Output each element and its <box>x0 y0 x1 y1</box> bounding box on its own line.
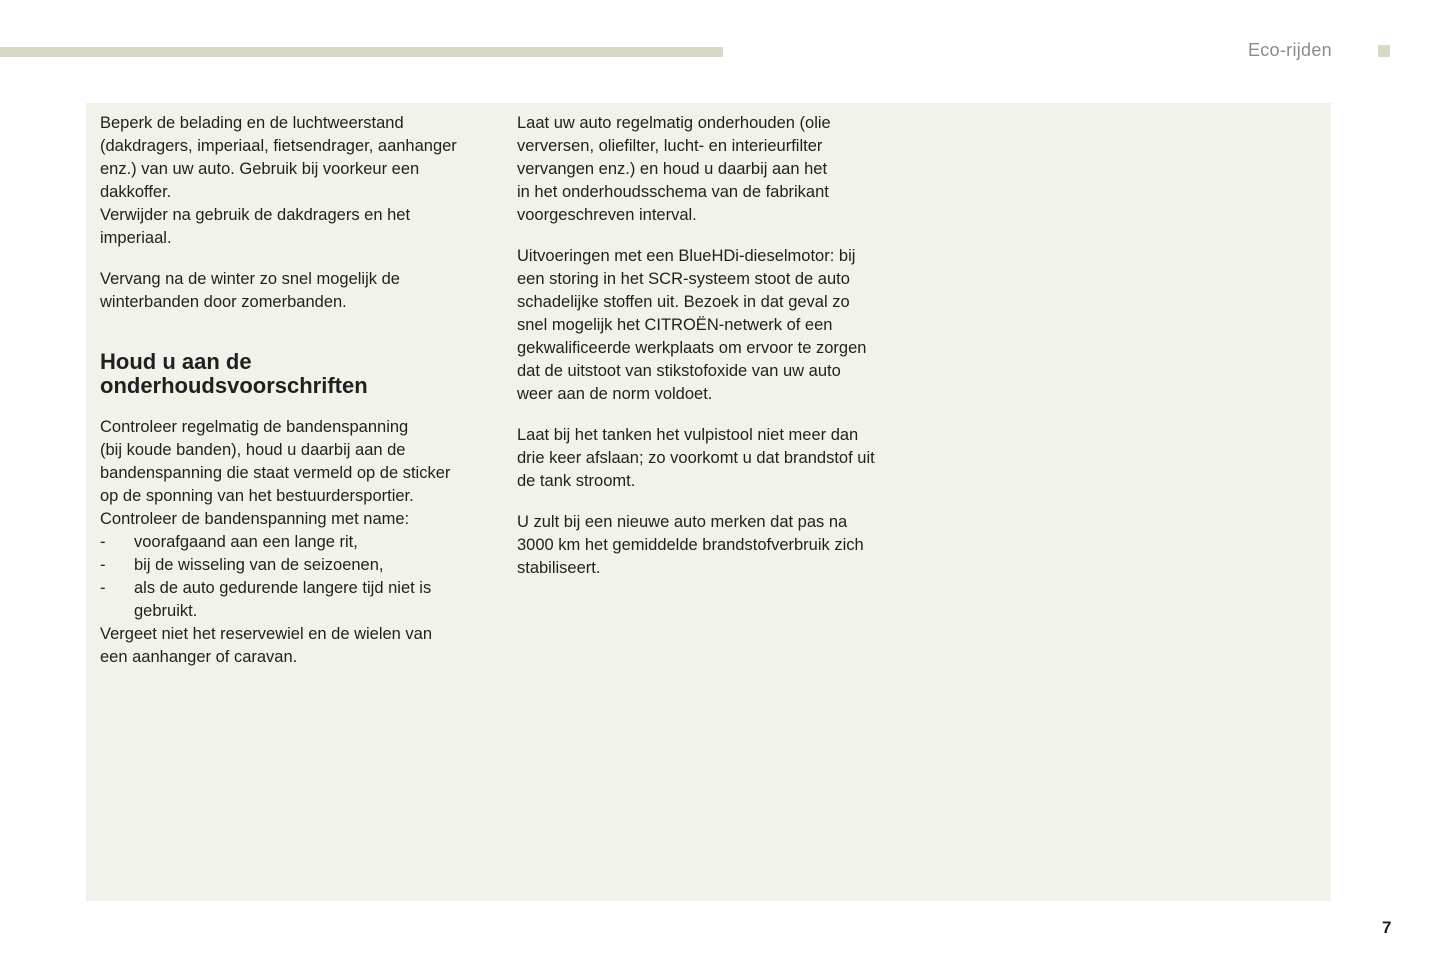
section-title: Eco-rijden <box>1247 40 1332 60</box>
paragraph-luggage-load: Beperk de belading en de luchtweerstand (dakdragers, imperiaal, fietsendrager, aanhanger enz.) van uw auto. Gebruik bij voorkeur een dakkoffer. Verwijder na gebruik de dakdragers en het imperiaal. <box>100 114 457 247</box>
list-dash: - <box>100 556 106 574</box>
tyre-check-list <box>100 531 495 623</box>
middle-column <box>517 112 912 598</box>
paragraph-bluehdi: Uitvoeringen met een BlueHDi-dieselmotor: bij een storing in het SCR-systeem stoot de auto schadelijke stoffen uit. Bezoek in dat geval zo snel mogelijk het CITROËN-netwerk of een gekwalificeerde werkplaats om ervoor te zorgen dat de uitstoot van stikstofoxide van uw auto weer aan de norm voldoet. <box>517 247 867 403</box>
section-marker-square <box>1378 45 1390 57</box>
paragraph-regular-service: Laat uw auto regelmatig onderhouden (olie verversen, oliefilter, lucht- en interieurfilter vervangen enz.) en houd u daarbij aan het in het onderhoudsschema van de fabrikant voorgeschreven interval. <box>517 114 831 224</box>
paragraph-spare-wheel: Vergeet niet het reservewiel en de wielen van een aanhanger of caravan. <box>100 625 433 666</box>
paragraph-new-car-consumption: U zult bij een nieuwe auto merken dat pas na 3000 km het gemiddelde brandstofverbruik zich stabiliseert. <box>517 513 864 577</box>
heading-maintenance: Houd u aan de onderhoudsvoorschriften <box>100 349 368 398</box>
paragraph-tyre-pressure: Controleer regelmatig de bandenspanning (bij koude banden), houd u daarbij aan de bandenspanning die staat vermeld op de sticker op de sponning van het bestuurdersportier. Controleer de bandenspanning met name: <box>100 418 451 528</box>
list-item-text: als de auto gedurende langere tijd niet is gebruikt. <box>134 579 432 620</box>
header-accent-bar <box>0 47 723 57</box>
list-dash: - <box>100 533 106 551</box>
list-item-text: voorafgaand aan een lange rit, <box>134 533 358 551</box>
list-item <box>100 531 495 554</box>
paragraph-refuelling: Laat bij het tanken het vulpistool niet meer dan drie keer afslaan; zo voorkomt u dat brandstof uit de tank stroomt. <box>517 426 875 490</box>
paragraph-winter-tyres: Vervang na de winter zo snel mogelijk de winterbanden door zomerbanden. <box>100 270 400 311</box>
page-number: 7 <box>1382 918 1392 937</box>
list-item-text: bij de wisseling van de seizoenen, <box>134 556 384 574</box>
list-item <box>100 554 495 577</box>
list-item <box>100 577 495 623</box>
list-dash: - <box>100 579 106 597</box>
left-column <box>100 112 495 687</box>
